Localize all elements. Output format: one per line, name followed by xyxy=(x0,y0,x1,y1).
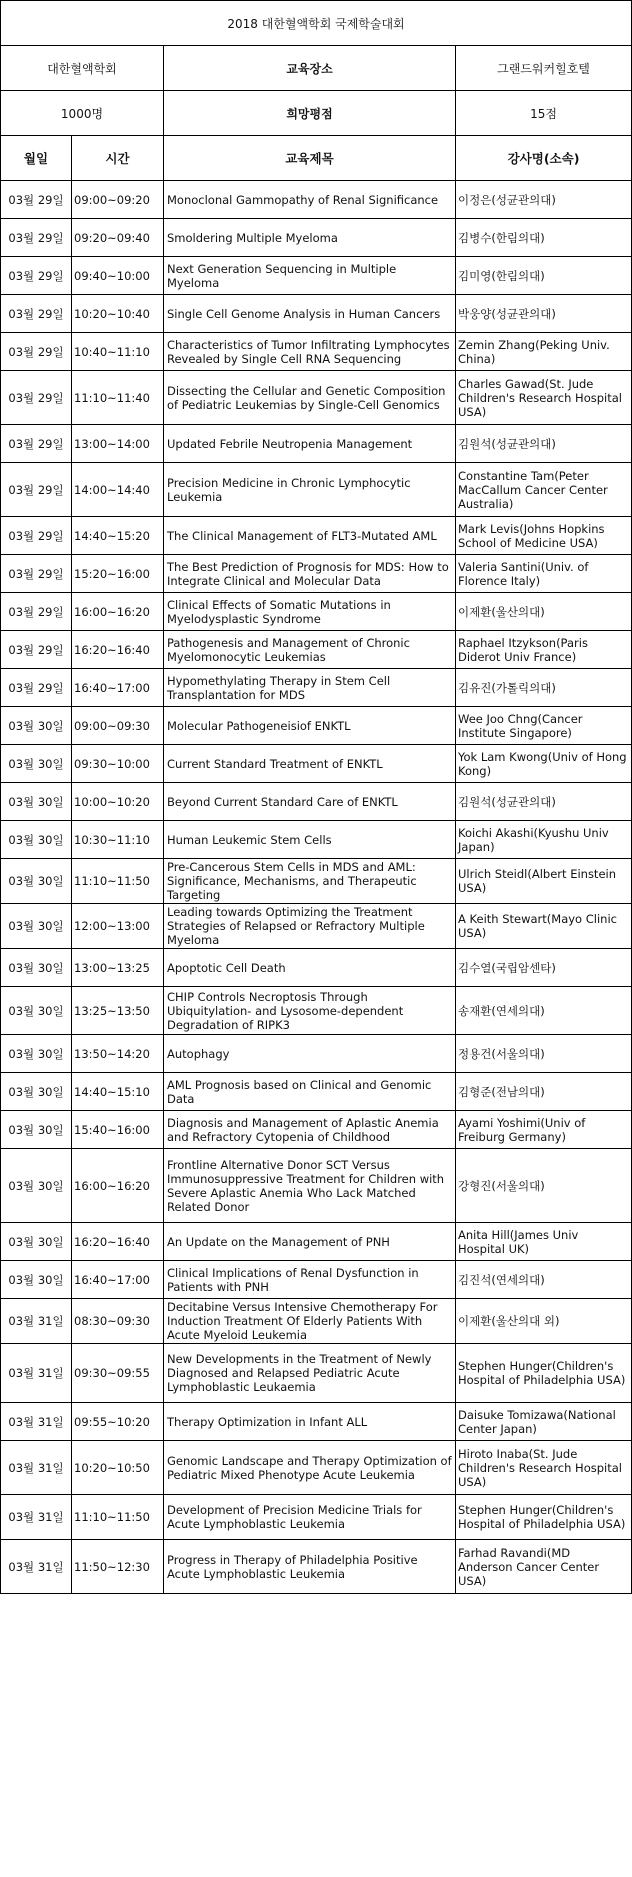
time-cell: 09:55~10:20 xyxy=(72,1403,164,1441)
date-cell: 03월 31일 xyxy=(1,1299,72,1344)
time-cell: 11:10~11:50 xyxy=(72,1495,164,1540)
speaker-cell: Raphael Itzykson(Paris Diderot Univ France) xyxy=(456,631,632,669)
table-row xyxy=(1,333,632,371)
topic-cell: Diagnosis and Management of Aplastic Anemia and Refractory Cytopenia of Childhood xyxy=(164,1111,456,1149)
speaker-cell: Stephen Hunger(Children's Hospital of Philadelphia USA) xyxy=(456,1344,632,1403)
time-cell: 10:40~11:10 xyxy=(72,333,164,371)
speaker-cell: 김원석(성균관의대) xyxy=(456,783,632,821)
table-row xyxy=(1,1111,632,1149)
topic-cell: Updated Febrile Neutropenia Management xyxy=(164,425,456,463)
speaker-cell: Charles Gawad(St. Jude Children's Research Hospital USA) xyxy=(456,371,632,425)
topic-cell: Dissecting the Cellular and Genetic Composition of Pediatric Leukemias by Single-Cell Genomics xyxy=(164,371,456,425)
table-row xyxy=(1,1495,632,1540)
speaker-cell: Ulrich Steidl(Albert Einstein USA) xyxy=(456,859,632,904)
speaker-cell: 김원석(성균관의대) xyxy=(456,425,632,463)
topic-cell: Human Leukemic Stem Cells xyxy=(164,821,456,859)
topic-cell: Current Standard Treatment of ENKTL xyxy=(164,745,456,783)
date-cell: 03월 29일 xyxy=(1,257,72,295)
table-row xyxy=(1,1149,632,1223)
capacity: 1000명 xyxy=(1,91,164,136)
table-row xyxy=(1,555,632,593)
table-row xyxy=(1,1261,632,1299)
score-value: 15점 xyxy=(456,91,632,136)
topic-cell: Frontline Alternative Donor SCT Versus Immunosuppressive Treatment for Children with Severe Aplastic Anemia Who Lack Matched Related Donor xyxy=(164,1149,456,1223)
speaker-cell: 김유진(가톨릭의대) xyxy=(456,669,632,707)
date-cell: 03월 30일 xyxy=(1,1223,72,1261)
table-row xyxy=(1,1299,632,1344)
speaker-cell: A Keith Stewart(Mayo Clinic USA) xyxy=(456,904,632,949)
topic-cell: Characteristics of Tumor Infiltrating Lymphocytes Revealed by Single Cell RNA Sequencing xyxy=(164,333,456,371)
topic-cell: Clinical Implications of Renal Dysfunction in Patients with PNH xyxy=(164,1261,456,1299)
time-cell: 10:20~10:50 xyxy=(72,1441,164,1495)
organizer: 대한혈액학회 xyxy=(1,46,164,91)
speaker-cell: 송재환(연세의대) xyxy=(456,987,632,1035)
time-cell: 14:40~15:20 xyxy=(72,517,164,555)
table-row xyxy=(1,1035,632,1073)
topic-cell: Smoldering Multiple Myeloma xyxy=(164,219,456,257)
time-cell: 15:20~16:00 xyxy=(72,555,164,593)
date-cell: 03월 30일 xyxy=(1,987,72,1035)
table-row xyxy=(1,745,632,783)
table-row xyxy=(1,593,632,631)
topic-cell: Clinical Effects of Somatic Mutations in Myelodysplastic Syndrome xyxy=(164,593,456,631)
time-cell: 10:30~11:10 xyxy=(72,821,164,859)
time-cell: 11:10~11:40 xyxy=(72,371,164,425)
time-cell: 16:00~16:20 xyxy=(72,1149,164,1223)
table-row xyxy=(1,821,632,859)
time-cell: 16:20~16:40 xyxy=(72,631,164,669)
table-row xyxy=(1,517,632,555)
topic-cell: New Developments in the Treatment of Newly Diagnosed and Relapsed Pediatric Acute Lymphoblastic Leukaemia xyxy=(164,1344,456,1403)
col-header-date: 월일 xyxy=(1,136,72,181)
time-cell: 13:25~13:50 xyxy=(72,987,164,1035)
table-row xyxy=(1,783,632,821)
topic-cell: Hypomethylating Therapy in Stem Cell Transplantation for MDS xyxy=(164,669,456,707)
speaker-cell: Stephen Hunger(Children's Hospital of Philadelphia USA) xyxy=(456,1495,632,1540)
speaker-cell: 김미영(한림의대) xyxy=(456,257,632,295)
date-cell: 03월 29일 xyxy=(1,219,72,257)
table-row xyxy=(1,904,632,949)
time-cell: 14:40~15:10 xyxy=(72,1073,164,1111)
date-cell: 03월 31일 xyxy=(1,1403,72,1441)
time-cell: 09:30~09:55 xyxy=(72,1344,164,1403)
date-cell: 03월 29일 xyxy=(1,295,72,333)
date-cell: 03월 31일 xyxy=(1,1441,72,1495)
time-cell: 15:40~16:00 xyxy=(72,1111,164,1149)
date-cell: 03월 30일 xyxy=(1,1073,72,1111)
topic-cell: The Best Prediction of Prognosis for MDS: How to Integrate Clinical and Molecular Data xyxy=(164,555,456,593)
speaker-cell: Anita Hill(James Univ Hospital UK) xyxy=(456,1223,632,1261)
table-row xyxy=(1,1223,632,1261)
topic-cell: Next Generation Sequencing in Multiple Myeloma xyxy=(164,257,456,295)
topic-cell: Genomic Landscape and Therapy Optimization of Pediatric Mixed Phenotype Acute Leukemia xyxy=(164,1441,456,1495)
time-cell: 13:00~14:00 xyxy=(72,425,164,463)
table-row xyxy=(1,181,632,219)
date-cell: 03월 29일 xyxy=(1,631,72,669)
topic-cell: Development of Precision Medicine Trials for Acute Lymphoblastic Leukemia xyxy=(164,1495,456,1540)
table-row xyxy=(1,257,632,295)
speaker-cell: 김진석(연세의대) xyxy=(456,1261,632,1299)
table-row xyxy=(1,1540,632,1594)
speaker-cell: Farhad Ravandi(MD Anderson Cancer Center USA) xyxy=(456,1540,632,1594)
time-cell: 09:00~09:20 xyxy=(72,181,164,219)
date-cell: 03월 31일 xyxy=(1,1540,72,1594)
table-row xyxy=(1,463,632,517)
time-cell: 10:00~10:20 xyxy=(72,783,164,821)
time-cell: 16:20~16:40 xyxy=(72,1223,164,1261)
speaker-cell: Hiroto Inaba(St. Jude Children's Research Hospital USA) xyxy=(456,1441,632,1495)
date-cell: 03월 30일 xyxy=(1,904,72,949)
time-cell: 08:30~09:30 xyxy=(72,1299,164,1344)
table-row xyxy=(1,295,632,333)
table-row xyxy=(1,1073,632,1111)
topic-cell: Leading towards Optimizing the Treatment Strategies of Relapsed or Refractory Multiple Myeloma xyxy=(164,904,456,949)
date-cell: 03월 29일 xyxy=(1,333,72,371)
speaker-cell: Koichi Akashi(Kyushu Univ Japan) xyxy=(456,821,632,859)
speaker-cell: Valeria Santini(Univ. of Florence Italy) xyxy=(456,555,632,593)
date-cell: 03월 30일 xyxy=(1,1149,72,1223)
topic-cell: An Update on the Management of PNH xyxy=(164,1223,456,1261)
topic-cell: The Clinical Management of FLT3-Mutated AML xyxy=(164,517,456,555)
info-row-score xyxy=(1,91,632,136)
topic-cell: Beyond Current Standard Care of ENKTL xyxy=(164,783,456,821)
date-cell: 03월 30일 xyxy=(1,745,72,783)
speaker-cell: 이정은(성균관의대) xyxy=(456,181,632,219)
date-cell: 03월 29일 xyxy=(1,371,72,425)
date-cell: 03월 29일 xyxy=(1,517,72,555)
table-row xyxy=(1,425,632,463)
date-cell: 03월 30일 xyxy=(1,949,72,987)
page-title: 2018 대한혈액학회 국제학술대회 xyxy=(1,1,632,46)
date-cell: 03월 30일 xyxy=(1,1261,72,1299)
speaker-cell: Zemin Zhang(Peking Univ. China) xyxy=(456,333,632,371)
topic-cell: Therapy Optimization in Infant ALL xyxy=(164,1403,456,1441)
speaker-cell: Ayami Yoshimi(Univ of Freiburg Germany) xyxy=(456,1111,632,1149)
date-cell: 03월 29일 xyxy=(1,593,72,631)
topic-cell: Precision Medicine in Chronic Lymphocytic Leukemia xyxy=(164,463,456,517)
date-cell: 03월 30일 xyxy=(1,1111,72,1149)
time-cell: 12:00~13:00 xyxy=(72,904,164,949)
date-cell: 03월 29일 xyxy=(1,463,72,517)
date-cell: 03월 30일 xyxy=(1,707,72,745)
venue-label: 교육장소 xyxy=(164,46,456,91)
table-row xyxy=(1,631,632,669)
col-header-time: 시간 xyxy=(72,136,164,181)
speaker-cell: 김병수(한림의대) xyxy=(456,219,632,257)
speaker-cell: Yok Lam Kwong(Univ of Hong Kong) xyxy=(456,745,632,783)
topic-cell: CHIP Controls Necroptosis Through Ubiquitylation- and Lysosome-dependent Degradation of RIPK3 xyxy=(164,987,456,1035)
time-cell: 11:50~12:30 xyxy=(72,1540,164,1594)
speaker-cell: Constantine Tam(Peter MacCallum Cancer Center Australia) xyxy=(456,463,632,517)
table-row xyxy=(1,949,632,987)
time-cell: 16:40~17:00 xyxy=(72,1261,164,1299)
topic-cell: Single Cell Genome Analysis in Human Cancers xyxy=(164,295,456,333)
speaker-cell: 김수열(국립암센타) xyxy=(456,949,632,987)
time-cell: 09:20~09:40 xyxy=(72,219,164,257)
title-row xyxy=(1,1,632,46)
speaker-cell: 김형준(전남의대) xyxy=(456,1073,632,1111)
table-row xyxy=(1,1441,632,1495)
date-cell: 03월 30일 xyxy=(1,859,72,904)
date-cell: 03월 31일 xyxy=(1,1344,72,1403)
time-cell: 09:40~10:00 xyxy=(72,257,164,295)
table-row xyxy=(1,669,632,707)
venue-value: 그랜드워커힐호텔 xyxy=(456,46,632,91)
time-cell: 14:00~14:40 xyxy=(72,463,164,517)
date-cell: 03월 31일 xyxy=(1,1495,72,1540)
topic-cell: Autophagy xyxy=(164,1035,456,1073)
topic-cell: Pre-Cancerous Stem Cells in MDS and AML: Significance, Mechanisms, and Therapeutic Targeting xyxy=(164,859,456,904)
topic-cell: Pathogenesis and Management of Chronic Myelomonocytic Leukemias xyxy=(164,631,456,669)
score-label: 희망평점 xyxy=(164,91,456,136)
col-header-topic: 교육제목 xyxy=(164,136,456,181)
time-cell: 09:30~10:00 xyxy=(72,745,164,783)
speaker-cell: 이제환(울산의대 외) xyxy=(456,1299,632,1344)
speaker-cell: Wee Joo Chng(Cancer Institute Singapore) xyxy=(456,707,632,745)
speaker-cell: 박웅양(성균관의대) xyxy=(456,295,632,333)
info-row-venue xyxy=(1,46,632,91)
time-cell: 16:00~16:20 xyxy=(72,593,164,631)
speaker-cell: Mark Levis(Johns Hopkins School of Medicine USA) xyxy=(456,517,632,555)
table-row xyxy=(1,1403,632,1441)
table-row xyxy=(1,859,632,904)
topic-cell: AML Prognosis based on Clinical and Genomic Data xyxy=(164,1073,456,1111)
date-cell: 03월 30일 xyxy=(1,1035,72,1073)
date-cell: 03월 30일 xyxy=(1,783,72,821)
topic-cell: Decitabine Versus Intensive Chemotherapy For Induction Treatment Of Elderly Patients With Acute Myeloid Leukemia xyxy=(164,1299,456,1344)
time-cell: 13:50~14:20 xyxy=(72,1035,164,1073)
date-cell: 03월 29일 xyxy=(1,669,72,707)
table-row xyxy=(1,987,632,1035)
speaker-cell: Daisuke Tomizawa(National Center Japan) xyxy=(456,1403,632,1441)
date-cell: 03월 29일 xyxy=(1,425,72,463)
header-row xyxy=(1,136,632,181)
speaker-cell: 정용건(서울의대) xyxy=(456,1035,632,1073)
col-header-speaker: 강사명(소속) xyxy=(456,136,632,181)
speaker-cell: 이제환(울산의대) xyxy=(456,593,632,631)
topic-cell: Molecular Pathogeneisiof ENKTL xyxy=(164,707,456,745)
topic-cell: Apoptotic Cell Death xyxy=(164,949,456,987)
table-row xyxy=(1,1344,632,1403)
topic-cell: Monoclonal Gammopathy of Renal Significance xyxy=(164,181,456,219)
table-row xyxy=(1,371,632,425)
time-cell: 16:40~17:00 xyxy=(72,669,164,707)
topic-cell: Progress in Therapy of Philadelphia Positive Acute Lymphoblastic Leukemia xyxy=(164,1540,456,1594)
table-row xyxy=(1,707,632,745)
time-cell: 13:00~13:25 xyxy=(72,949,164,987)
time-cell: 09:00~09:30 xyxy=(72,707,164,745)
time-cell: 10:20~10:40 xyxy=(72,295,164,333)
date-cell: 03월 30일 xyxy=(1,821,72,859)
speaker-cell: 강형진(서울의대) xyxy=(456,1149,632,1223)
time-cell: 11:10~11:50 xyxy=(72,859,164,904)
table-row xyxy=(1,219,632,257)
date-cell: 03월 29일 xyxy=(1,555,72,593)
date-cell: 03월 29일 xyxy=(1,181,72,219)
